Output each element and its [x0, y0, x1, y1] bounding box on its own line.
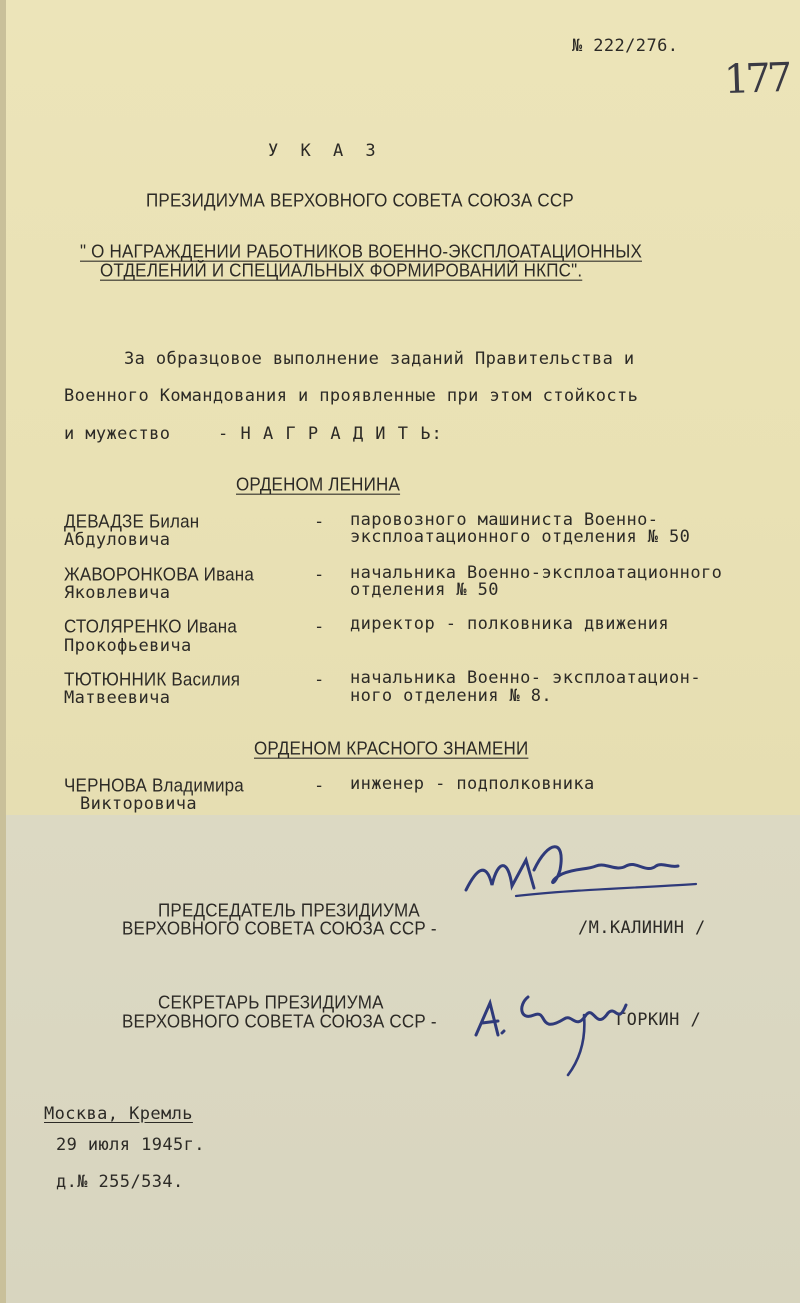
page-edge [0, 0, 6, 1303]
recipient-role: начальника Военно- эксплоатацион- [350, 668, 701, 688]
archive-page-stamp: 177 [723, 54, 790, 104]
decree-subtitle: ПРЕЗИДИУМА ВЕРХОВНОГО СОВЕТА СОЮЗА ССР [146, 190, 574, 211]
recipient-role: инженер - подполковника [350, 774, 595, 794]
recipient-role-cont: отделения № 50 [350, 580, 499, 600]
chairman-council: ВЕРХОВНОГО СОВЕТА СОЮЗА ССР - [122, 918, 437, 939]
case-number: д.№ 255/534. [56, 1172, 184, 1192]
order-lenin-heading: ОРДЕНОМ ЛЕНИНА [236, 474, 401, 495]
order-red-banner-heading: ОРДЕНОМ КРАСНОГО ЗНАМЕНИ [254, 738, 529, 759]
preamble-line-2: Военного Командования и проявленные при этом стойкость [64, 386, 639, 406]
secretary-council: ВЕРХОВНОГО СОВЕТА СОЮЗА ССР - [122, 1011, 437, 1032]
recipient-patronymic: Прокофьевича [64, 636, 192, 656]
recipient-role-cont: ного отделения № 8. [350, 686, 553, 706]
recipient-role: начальника Военно-эксплоатационного [350, 563, 723, 583]
recipient-name: ЧЕРНОВА Владимира [64, 775, 244, 796]
recipient-name: ДЕВАДЗЕ Билан [64, 511, 200, 532]
secretary-signature [468, 975, 648, 1085]
award-verb: - Н А Г Р А Д И Т Ь: [218, 424, 443, 444]
recipient-patronymic: Абдуловича [64, 530, 171, 550]
preamble-line-1: За образцовое выполнение заданий Правительства и [124, 349, 635, 369]
entry-dash: - [314, 512, 325, 532]
signing-date: 29 июля 1945г. [56, 1135, 205, 1155]
recipient-role: директор - полковника движения [350, 614, 670, 634]
recipient-role-cont: эксплоатационного отделения № 50 [350, 527, 691, 547]
secretary-name: ГОРКИН / [616, 1010, 702, 1030]
recipient-role: паровозного машиниста Военно- [350, 510, 659, 530]
entry-dash: - [314, 670, 325, 690]
decree-subject-line-2: ОТДЕЛЕНИЙ И СПЕЦИАЛЬНЫХ ФОРМИРОВАНИЙ НКПС". [100, 260, 583, 281]
decree-title: У К А З [268, 141, 382, 161]
preamble-line-3: и мужество [64, 424, 171, 444]
entry-dash: - [314, 565, 325, 585]
recipient-name: СТОЛЯРЕНКО Ивана [64, 616, 237, 637]
recipient-patronymic: Викторовича [80, 794, 197, 814]
recipient-patronymic: Матвеевича [64, 688, 171, 708]
signing-place: Москва, Кремль [44, 1104, 193, 1124]
chairman-title: ПРЕДСЕДАТЕЛЬ ПРЕЗИДИУМА [158, 900, 420, 921]
recipient-name: ТЮТЮННИК Василия [64, 669, 241, 690]
entry-dash: - [314, 776, 325, 796]
document-number: № 222/276. [572, 36, 679, 56]
recipient-patronymic: Яковлевича [64, 583, 171, 603]
secretary-title: СЕКРЕТАРЬ ПРЕЗИДИУМА [158, 992, 384, 1013]
recipient-name: ЖАВОРОНКОВА Ивана [64, 564, 255, 585]
chairman-name: /М.КАЛИНИН / [578, 918, 706, 938]
chairman-signature [456, 830, 706, 910]
entry-dash: - [314, 617, 325, 637]
decree-subject-line-1: " О НАГРАЖДЕНИИ РАБОТНИКОВ ВОЕННО-ЭКСПЛОАТАЦИОННЫХ [80, 241, 642, 262]
